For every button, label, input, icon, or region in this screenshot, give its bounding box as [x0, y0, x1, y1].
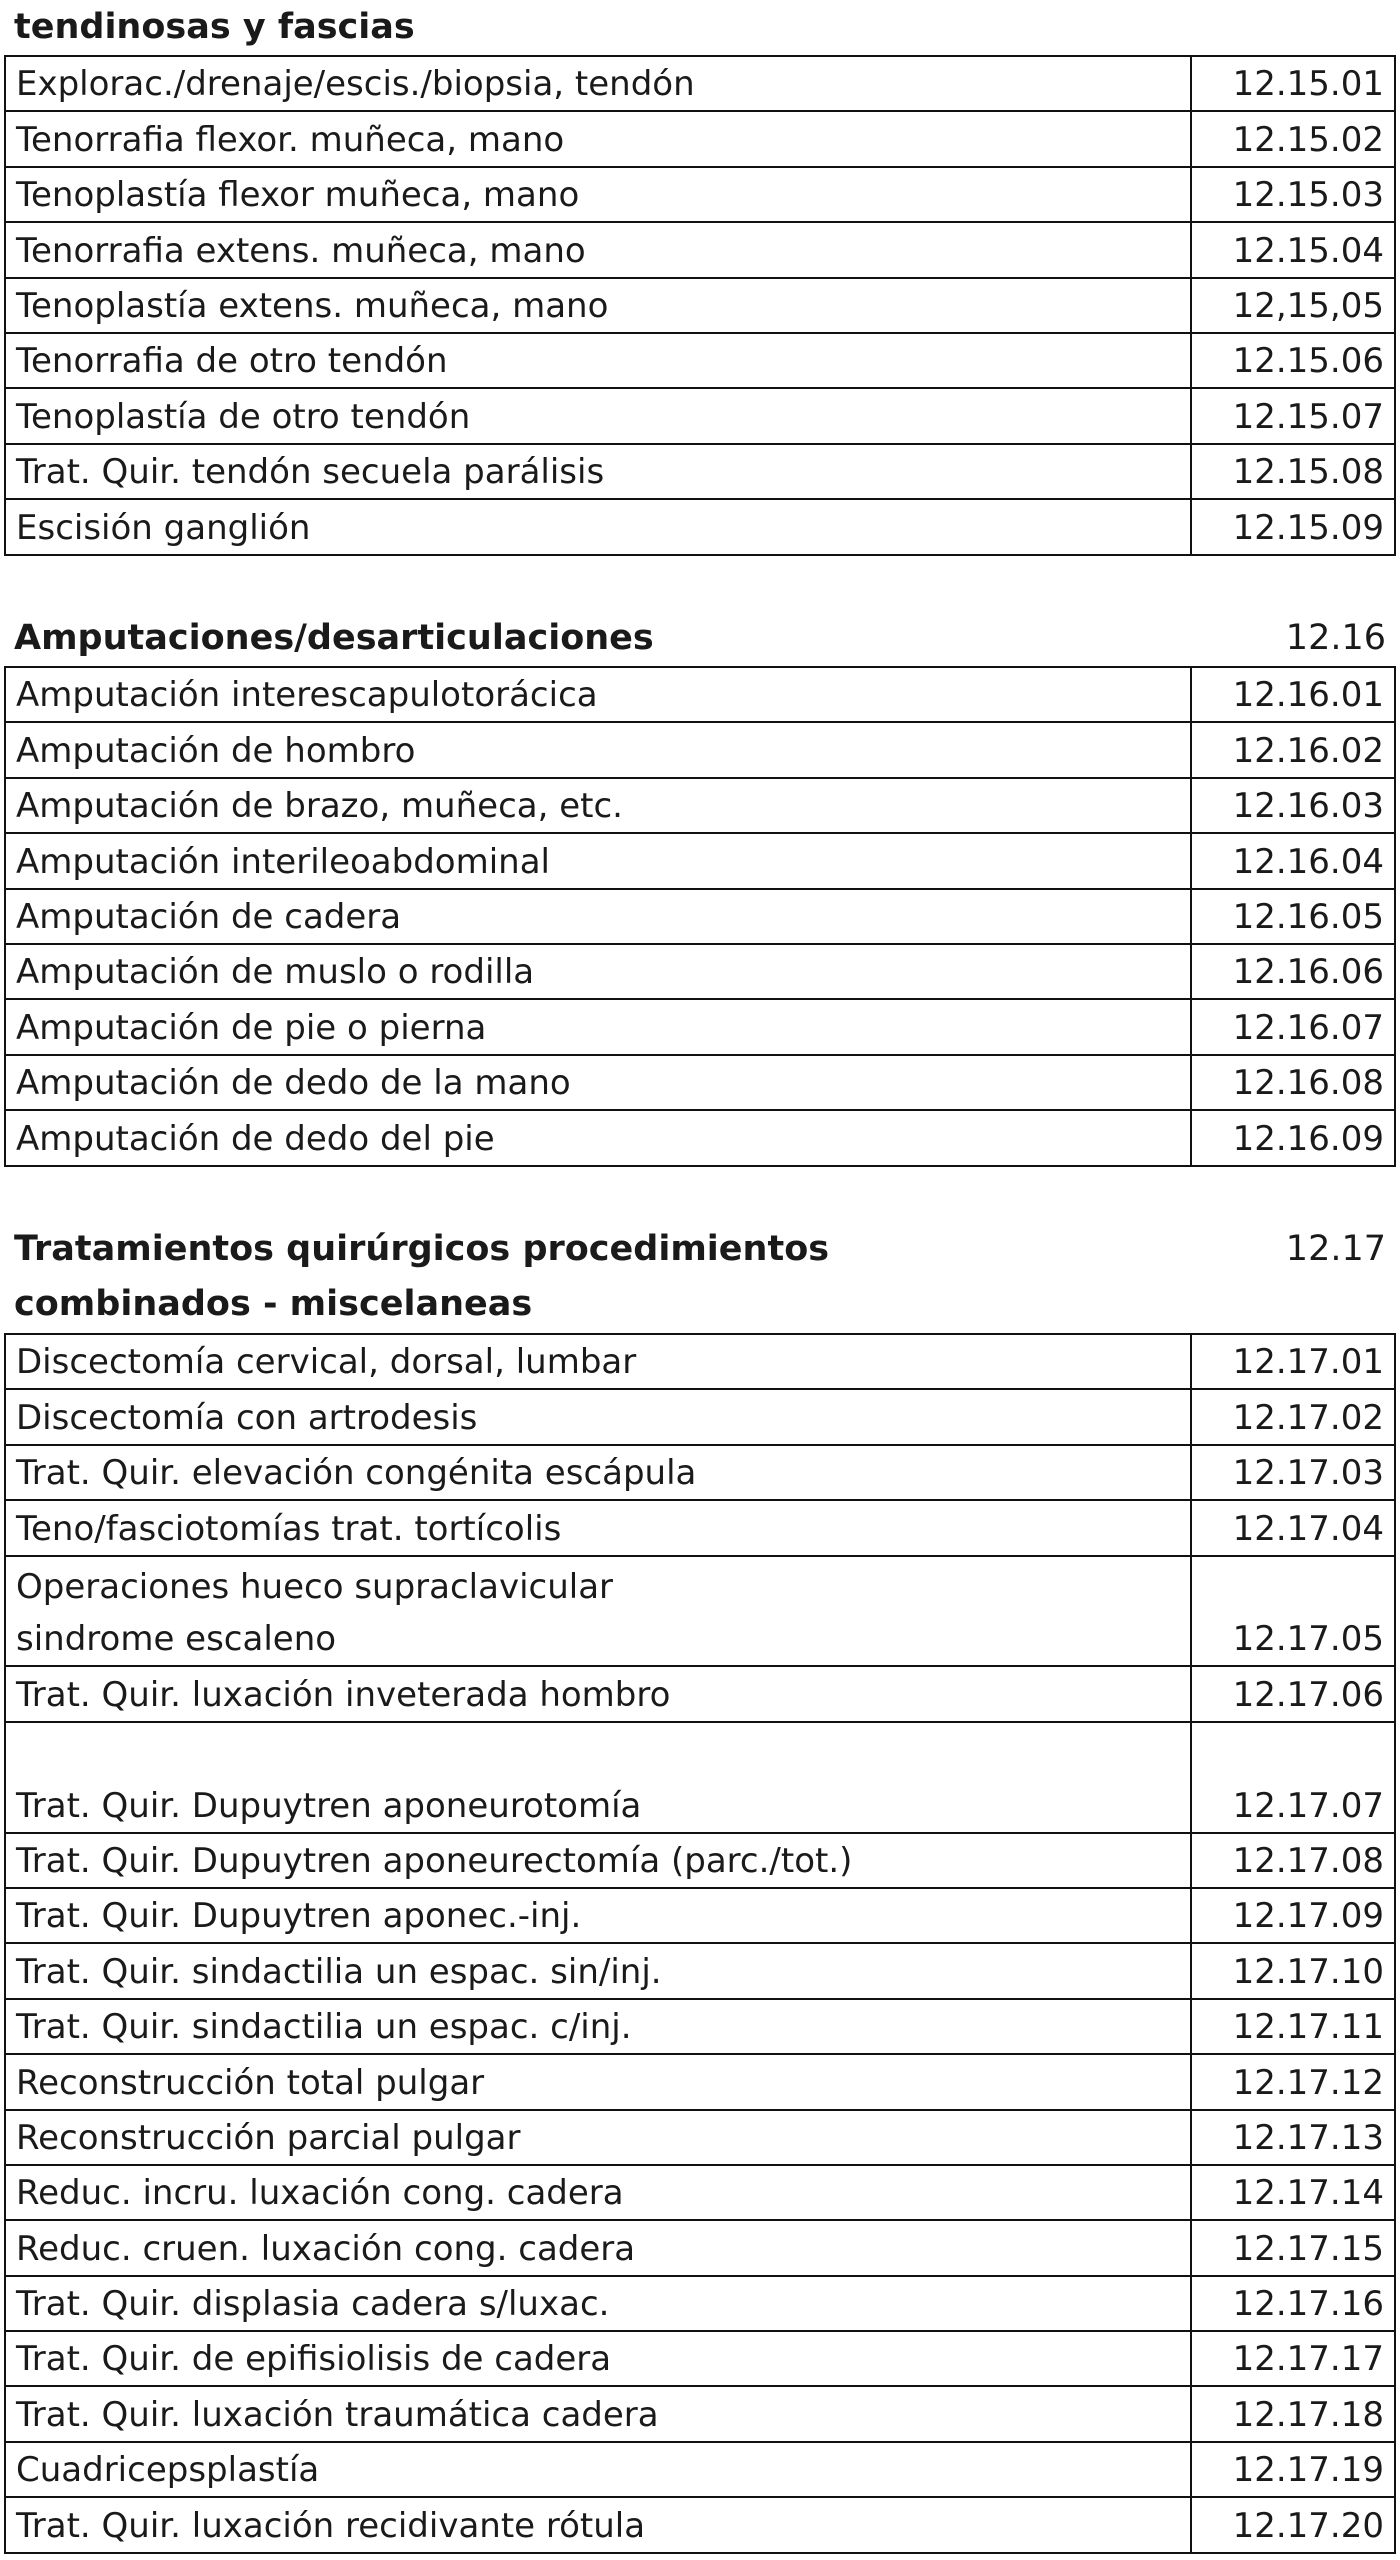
procedure-description: Explorac./drenaje/escis./biopsia, tendón — [5, 56, 1191, 111]
table-row — [5, 889, 1395, 944]
table-row — [5, 2497, 1395, 2552]
table-row — [5, 2331, 1395, 2386]
procedure-code: 12.17.14 — [1191, 2165, 1395, 2220]
procedure-code: 12.17.02 — [1191, 1389, 1395, 1444]
section-title: tendinosas y fascias — [14, 7, 415, 47]
table-row — [5, 1445, 1395, 1500]
procedure-code: 12.17.08 — [1191, 1833, 1395, 1888]
section-code: 12.16 — [1285, 618, 1386, 658]
section-title-line2: combinados - miscelaneas — [14, 1284, 533, 1324]
procedure-description: Trat. Quir. displasia cadera s/luxac. — [5, 2276, 1191, 2331]
table-row — [5, 1556, 1395, 1667]
procedure-description: Amputación de hombro — [5, 722, 1191, 777]
procedure-description: Amputación de dedo de la mano — [5, 1055, 1191, 1110]
procedure-code: 12.16.03 — [1191, 778, 1395, 833]
procedure-description: Tenorrafia de otro tendón — [5, 333, 1191, 388]
procedure-code: 12.17.18 — [1191, 2386, 1395, 2441]
table-row — [5, 1943, 1395, 1998]
table-row — [5, 2165, 1395, 2220]
procedure-code: 12,15,05 — [1191, 278, 1395, 333]
procedure-code: 12.16.05 — [1191, 889, 1395, 944]
procedure-description: Trat. Quir. de epifisiolisis de cadera — [5, 2331, 1191, 2386]
procedure-description: Discectomía cervical, dorsal, lumbar — [5, 1334, 1191, 1389]
table-row — [5, 2220, 1395, 2275]
procedure-code: 12.16.06 — [1191, 944, 1395, 999]
procedure-description: Discectomía con artrodesis — [5, 1389, 1191, 1444]
procedure-description: Tenoplastía extens. muñeca, mano — [5, 278, 1191, 333]
table-row — [5, 1389, 1395, 1444]
table-row — [5, 833, 1395, 888]
procedure-description: Reduc. incru. luxación cong. cadera — [5, 2165, 1191, 2220]
table-row — [5, 2386, 1395, 2441]
procedure-description: Amputación interileoabdominal — [5, 833, 1191, 888]
procedure-description: Trat. Quir. sindactilia un espac. sin/inj. — [5, 1943, 1191, 1998]
procedure-code: 12.17.01 — [1191, 1334, 1395, 1389]
table-row — [5, 1055, 1395, 1110]
procedure-description: Trat. Quir. Dupuytren aponeurectomía (parc./tot.) — [5, 1833, 1191, 1888]
procedure-description — [5, 1556, 1191, 1667]
table-row — [5, 999, 1395, 1054]
procedure-description-line1: Operaciones hueco supraclavicular — [16, 1567, 614, 1608]
table-row — [5, 944, 1395, 999]
procedure-code: 12.17.03 — [1191, 1445, 1395, 1500]
section-title-block — [14, 1222, 829, 1332]
section-title-line1: Tratamientos quirúrgicos procedimientos — [14, 1229, 830, 1269]
procedure-description: Trat. Quir. luxación traumática cadera — [5, 2386, 1191, 2441]
procedure-description: Reduc. cruen. luxación cong. cadera — [5, 2220, 1191, 2275]
table-tendinosas — [4, 55, 1396, 556]
table-row — [5, 2054, 1395, 2109]
procedure-code: 12.16.09 — [1191, 1110, 1395, 1165]
procedure-code: 12.16.02 — [1191, 722, 1395, 777]
procedure-code: 12.15.06 — [1191, 333, 1395, 388]
table-row — [5, 499, 1395, 554]
procedure-description: Reconstrucción total pulgar — [5, 2054, 1191, 2109]
procedure-code: 12.15.02 — [1191, 111, 1395, 166]
procedure-description: Amputación de brazo, muñeca, etc. — [5, 778, 1191, 833]
procedure-description: Trat. Quir. tendón secuela parálisis — [5, 444, 1191, 499]
table-row — [5, 722, 1395, 777]
table-tratamientos — [4, 1333, 1396, 2554]
procedure-code: 12.17.04 — [1191, 1500, 1395, 1555]
procedure-description — [5, 1722, 1191, 1833]
procedure-code: 12.17.20 — [1191, 2497, 1395, 2552]
table-row — [5, 111, 1395, 166]
table-row — [5, 1833, 1395, 1888]
procedure-code: 12.17.11 — [1191, 1999, 1395, 2054]
procedure-code: 12.16.04 — [1191, 833, 1395, 888]
table-row — [5, 278, 1395, 333]
procedure-code: 12.15.09 — [1191, 499, 1395, 554]
procedure-description: Amputación de muslo o rodilla — [5, 944, 1191, 999]
procedure-code: 12.16.07 — [1191, 999, 1395, 1054]
table-row — [5, 2442, 1395, 2497]
procedure-code: 12.16.01 — [1191, 667, 1395, 722]
section-title: Amputaciones/desarticulaciones — [14, 618, 654, 658]
section-heading-tratamientos — [4, 1222, 1396, 1332]
procedure-description: Trat. Quir. elevación congénita escápula — [5, 1445, 1191, 1500]
procedure-description: Trat. Quir. sindactilia un espac. c/inj. — [5, 1999, 1191, 2054]
table-row — [5, 1334, 1395, 1389]
procedure-description: Reconstrucción parcial pulgar — [5, 2110, 1191, 2165]
table-row — [5, 222, 1395, 277]
table-row — [5, 388, 1395, 443]
procedure-description: Teno/fasciotomías trat. tortícolis — [5, 1500, 1191, 1555]
procedure-description: Amputación de pie o pierna — [5, 999, 1191, 1054]
procedure-code: 12.15.01 — [1191, 56, 1395, 111]
procedure-code: 12.15.04 — [1191, 222, 1395, 277]
procedure-code: 12.17.10 — [1191, 1943, 1395, 1998]
procedure-description: Tenorrafia extens. muñeca, mano — [5, 222, 1191, 277]
table-row — [5, 1999, 1395, 2054]
procedure-code: 12.17.06 — [1191, 1666, 1395, 1721]
procedure-description: Trat. Quir. Dupuytren aponec.-inj. — [5, 1888, 1191, 1943]
table-row — [5, 333, 1395, 388]
procedure-description-line1 — [16, 1728, 1180, 1780]
procedure-code: 12.15.08 — [1191, 444, 1395, 499]
table-row — [5, 1722, 1395, 1833]
procedure-description: Amputación de cadera — [5, 889, 1191, 944]
procedure-code: 12.17.16 — [1191, 2276, 1395, 2331]
table-row — [5, 56, 1395, 111]
procedure-code: 12.15.07 — [1191, 388, 1395, 443]
table-row — [5, 778, 1395, 833]
procedure-description: Amputación de dedo del pie — [5, 1110, 1191, 1165]
procedure-code: 12.17.12 — [1191, 2054, 1395, 2109]
section-code: 12.17 — [1285, 1229, 1386, 1269]
table-row — [5, 1500, 1395, 1555]
procedure-description: Cuadricepsplastía — [5, 2442, 1191, 2497]
procedure-code: 12.17.15 — [1191, 2220, 1395, 2275]
procedure-description: Trat. Quir. luxación recidivante rótula — [5, 2497, 1191, 2552]
procedure-description: Trat. Quir. luxación inveterada hombro — [5, 1666, 1191, 1721]
table-row — [5, 1110, 1395, 1165]
procedure-description-line2: sindrome escaleno — [16, 1619, 337, 1660]
table-row — [5, 667, 1395, 722]
table-row — [5, 2110, 1395, 2165]
table-row — [5, 1888, 1395, 1943]
procedure-code: 12.17.19 — [1191, 2442, 1395, 2497]
procedure-code: 12.15.03 — [1191, 167, 1395, 222]
procedure-code: 12.16.08 — [1191, 1055, 1395, 1110]
table-row — [5, 444, 1395, 499]
table-row — [5, 167, 1395, 222]
procedure-code: 12.17.05 — [1191, 1556, 1395, 1667]
table-amputaciones — [4, 666, 1396, 1167]
procedure-code: 12.17.13 — [1191, 2110, 1395, 2165]
procedure-description: Escisión ganglión — [5, 499, 1191, 554]
procedure-code: 12.17.17 — [1191, 2331, 1395, 2386]
procedure-code: 12.17.09 — [1191, 1888, 1395, 1943]
procedure-code: 12.17.07 — [1191, 1722, 1395, 1833]
procedure-description-line2: Trat. Quir. Dupuytren aponeurotomía — [16, 1785, 642, 1826]
procedure-description: Tenoplastía de otro tendón — [5, 388, 1191, 443]
procedure-description: Tenoplastía flexor muñeca, mano — [5, 167, 1191, 222]
procedure-description: Amputación interescapulotorácica — [5, 667, 1191, 722]
table-row — [5, 2276, 1395, 2331]
table-row — [5, 1666, 1395, 1721]
procedure-description: Tenorrafia flexor. muñeca, mano — [5, 111, 1191, 166]
